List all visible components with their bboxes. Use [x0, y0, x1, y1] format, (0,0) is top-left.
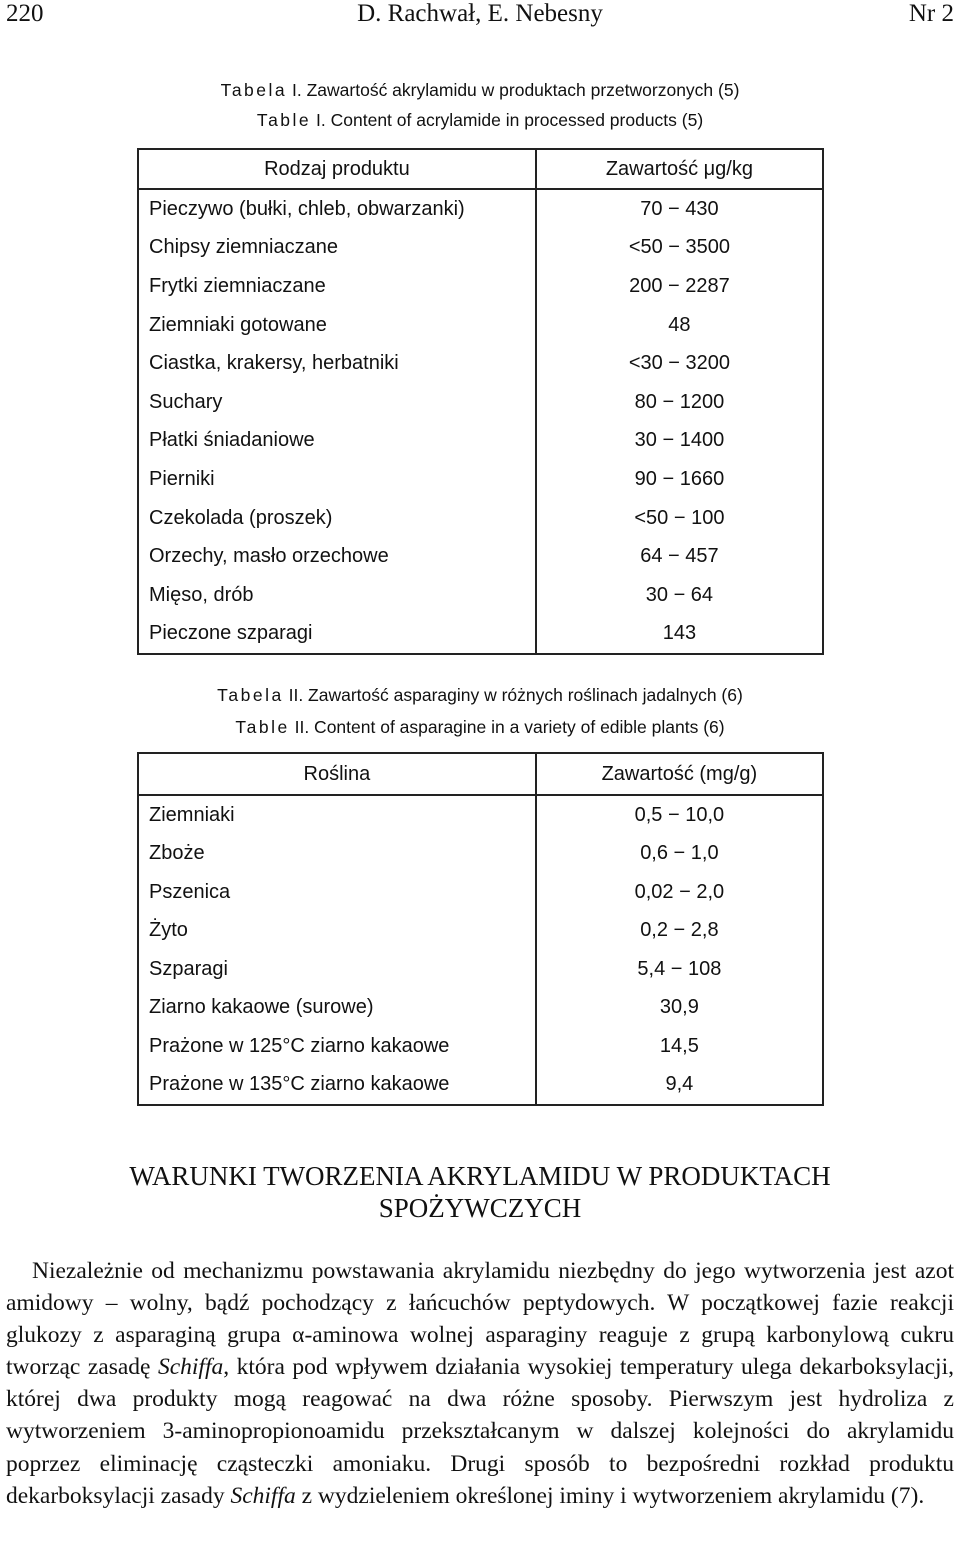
acrylamide-table-body — [138, 189, 823, 654]
value-cell: 70 − 430 — [536, 189, 823, 229]
asparagine-table-body — [138, 795, 823, 1105]
product-name-cell: Frytki ziemniaczane — [138, 267, 536, 306]
table-row — [138, 1066, 823, 1106]
body-paragraph — [6, 1255, 954, 1512]
plant-name-cell: Zboże — [138, 835, 536, 874]
table2-caption-en-text: II. Content of asparagine in a variety of edible plants (6) — [289, 717, 725, 737]
value-cell: <50 − 100 — [536, 499, 823, 538]
value-cell: 30 − 64 — [536, 576, 823, 615]
table-row — [138, 1027, 823, 1066]
table-row — [138, 835, 823, 874]
plant-name-cell: Pszenica — [138, 873, 536, 912]
table-row — [138, 989, 823, 1028]
value-cell: 48 — [536, 306, 823, 345]
table-row — [138, 615, 823, 655]
product-name-cell: Ziemniaki gotowane — [138, 306, 536, 345]
value-cell: 30 − 1400 — [536, 422, 823, 461]
section-heading-line1: WARUNKI TWORZENIA AKRYLAMIDU W PRODUKTACH — [129, 1161, 831, 1191]
table-row — [138, 873, 823, 912]
paragraph-segment: Niezależnie od mechanizmu powstawania akrylamidu niezbędny do jego wytworzenia jest azot amidowy – wolny, bądź pochodzący z łańcuchów peptydowych. W początkowej fazie reakcji glukozy z asparaginą grupa α-aminowa wolnej asparaginy reaguje z grupą karbonylową cukru tworząc zasadę — [6, 1258, 954, 1381]
table1-caption-pl-text: I. Zawartość akrylamidu w produktach przetworzonych (5) — [287, 80, 740, 100]
table-row — [138, 537, 823, 576]
plant-name-cell: Ziarno kakaowe (surowe) — [138, 989, 536, 1028]
table-row — [138, 576, 823, 615]
table-row — [138, 950, 823, 989]
value-cell: 200 − 2287 — [536, 267, 823, 306]
issue-number: Nr 2 — [908, 0, 954, 27]
table-row — [138, 499, 823, 538]
table-row — [138, 460, 823, 499]
value-cell: 0,5 − 10,0 — [536, 795, 823, 835]
value-cell: 5,4 − 108 — [536, 950, 823, 989]
plant-name-cell: Ziemniaki — [138, 795, 536, 835]
column-header-product: Rodzaj produktu — [138, 149, 536, 189]
paragraph-segment: z wydzieleniem określonej iminy i wytworzeniem akrylamidu (7). — [295, 1482, 925, 1509]
table2-caption-en — [0, 717, 960, 738]
product-name-cell: Orzechy, masło orzechowe — [138, 537, 536, 576]
running-head-authors: D. Rachwał, E. Nebesny — [357, 0, 603, 27]
value-cell: 14,5 — [536, 1027, 823, 1066]
section-heading — [0, 1160, 960, 1224]
paragraph-text — [6, 1258, 954, 1509]
value-cell: 90 − 1660 — [536, 460, 823, 499]
column-header-content: Zawartość μg/kg — [536, 149, 823, 189]
table-row — [138, 267, 823, 306]
product-name-cell: Pieczone szparagi — [138, 615, 536, 655]
table-header-row — [138, 753, 823, 795]
table1-caption-en-label: Table — [256, 110, 312, 130]
table-row — [138, 795, 823, 835]
table1-caption-pl-label: Tabela — [220, 80, 288, 100]
value-cell: 0,6 − 1,0 — [536, 835, 823, 874]
product-name-cell: Ciastka, krakersy, herbatniki — [138, 344, 536, 383]
paragraph-segment: , która pod wpływem działania wysokiej temperatury ulega dekarboksylacji, której dwa produkty mogą reagować na dwa różne sposoby. Pierwszym jest hydroliza z wytworzeniem 3-aminopropionoamidu przekształcanym w dalszej kolejności do akrylamidu poprzez eliminację cząsteczki amoniaku. Drugi sposób to bezpośredni rozkład produktu dekarboksylacji zasady — [6, 1354, 954, 1509]
section-heading-line2: SPOŻYWCZYCH — [378, 1193, 582, 1223]
value-cell: <50 − 3500 — [536, 229, 823, 268]
table-row — [138, 306, 823, 345]
running-head — [0, 0, 960, 34]
value-cell: 30,9 — [536, 989, 823, 1028]
plant-name-cell: Prażone w 135°C ziarno kakaowe — [138, 1066, 536, 1106]
table1-caption-en — [0, 110, 960, 131]
table-row — [138, 422, 823, 461]
product-name-cell: Czekolada (proszek) — [138, 499, 536, 538]
value-cell: 80 − 1200 — [536, 383, 823, 422]
value-cell: 0,2 − 2,8 — [536, 912, 823, 951]
acrylamide-content-table — [137, 148, 824, 655]
value-cell: 0,02 − 2,0 — [536, 873, 823, 912]
column-header-plant: Roślina — [138, 753, 536, 795]
table2-caption-pl-label: Tabela — [217, 685, 284, 705]
product-name-cell: Chipsy ziemniaczane — [138, 229, 536, 268]
plant-name-cell: Prażone w 125°C ziarno kakaowe — [138, 1027, 536, 1066]
product-name-cell: Płatki śniadaniowe — [138, 422, 536, 461]
value-cell: 64 − 457 — [536, 537, 823, 576]
table-row — [138, 229, 823, 268]
table-row — [138, 912, 823, 951]
product-name-cell: Mięso, drób — [138, 576, 536, 615]
column-header-content: Zawartość (mg/g) — [536, 753, 823, 795]
value-cell: 9,4 — [536, 1066, 823, 1106]
table-header-row — [138, 149, 823, 189]
product-name-cell: Suchary — [138, 383, 536, 422]
product-name-cell: Pieczywo (bułki, chleb, obwarzanki) — [138, 189, 536, 229]
table2-caption-en-label: Table — [235, 717, 290, 737]
plant-name-cell: Żyto — [138, 912, 536, 951]
plant-name-cell: Szparagi — [138, 950, 536, 989]
italic-term: Schiffa — [230, 1482, 296, 1509]
page-number: 220 — [6, 0, 44, 27]
table-row — [138, 189, 823, 229]
table-row — [138, 383, 823, 422]
value-cell: 143 — [536, 615, 823, 655]
italic-term: Schiffa — [157, 1354, 224, 1381]
value-cell: <30 − 3200 — [536, 344, 823, 383]
table2-caption-pl — [0, 685, 960, 706]
product-name-cell: Pierniki — [138, 460, 536, 499]
table1-caption-pl — [0, 80, 960, 101]
table2-caption-pl-text: II. Zawartość asparaginy w różnych roślinach jadalnych (6) — [283, 685, 743, 705]
table-row — [138, 344, 823, 383]
asparagine-content-table — [137, 752, 824, 1106]
table1-caption-en-text: I. Content of acrylamide in processed products (5) — [311, 110, 704, 130]
